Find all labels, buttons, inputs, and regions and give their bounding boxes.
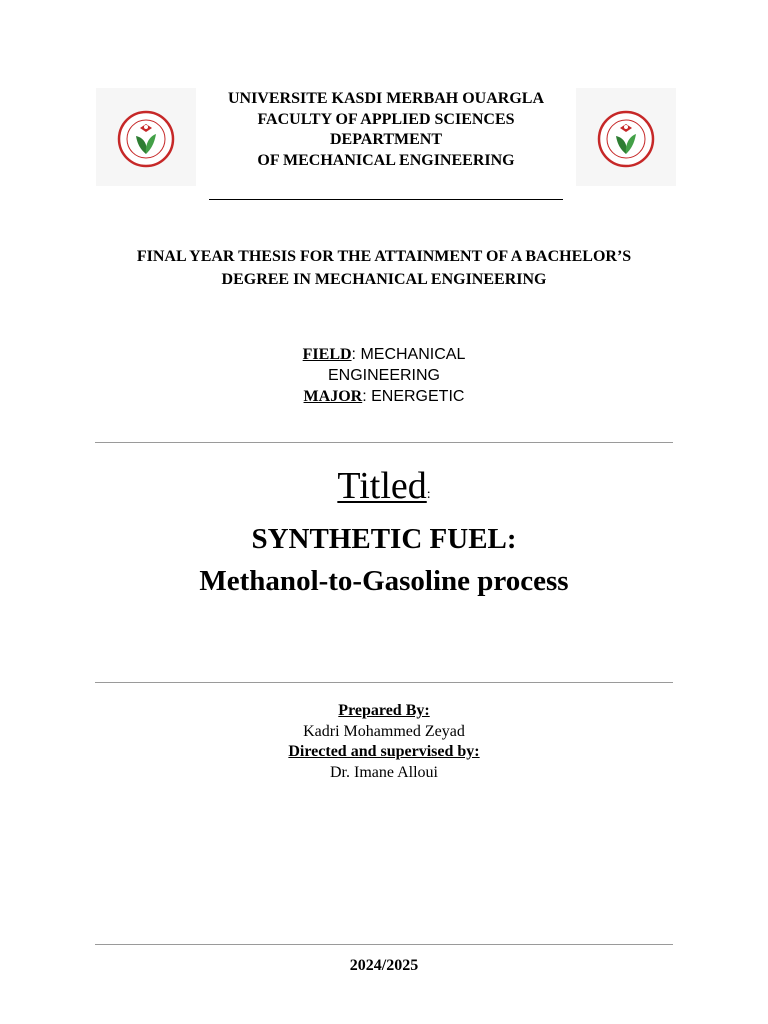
department-label: DEPARTMENT [329, 131, 443, 148]
department-name: OF MECHANICAL ENGINEERING [257, 151, 515, 169]
thesis-line-1: FINAL YEAR THESIS FOR THE ATTAINMENT OF A BACHELOR’S [136, 248, 632, 265]
author-name: Kadri Mohammed Zeyad [303, 722, 465, 740]
thesis-line-2: DEGREE IN MECHANICAL ENGINEERING [221, 271, 547, 288]
titled-label: Titled [337, 465, 427, 507]
footer-divider [95, 944, 673, 945]
field-value-continued: ENGINEERING [327, 367, 440, 384]
header-divider [209, 199, 563, 200]
credits-block [234, 701, 534, 783]
field-label: FIELD [302, 346, 352, 363]
major-value: : ENERGETIC [362, 388, 465, 405]
section-divider [95, 442, 673, 443]
faculty-name: FACULTY OF APPLIED SCIENCES [257, 110, 515, 128]
thesis-title [120, 518, 648, 602]
thesis-description [90, 245, 678, 291]
titled-heading [234, 462, 534, 519]
thesis-title-line-2: Methanol-to-Gasoline process [199, 565, 569, 597]
prepared-by-label: Prepared By: [338, 702, 430, 719]
supervised-by-label: Directed and supervised by: [288, 743, 480, 760]
university-seal-right [576, 88, 676, 186]
university-header [196, 89, 576, 171]
university-seal-left [96, 88, 196, 186]
university-name: UNIVERSITE KASDI MERBAH OUARGLA [227, 90, 545, 107]
thesis-title-line-1: SYNTHETIC FUEL: [251, 523, 517, 555]
field-major-block [234, 344, 534, 407]
academic-year: 2024/2025 [349, 957, 419, 974]
major-label: MAJOR [303, 388, 363, 405]
titled-colon: : [426, 487, 431, 502]
supervisor-name: Dr. Imane Alloui [330, 763, 438, 781]
field-value: : MECHANICAL [351, 346, 466, 363]
seal-icon [576, 88, 676, 186]
seal-icon [96, 88, 196, 186]
section-divider [95, 682, 673, 683]
